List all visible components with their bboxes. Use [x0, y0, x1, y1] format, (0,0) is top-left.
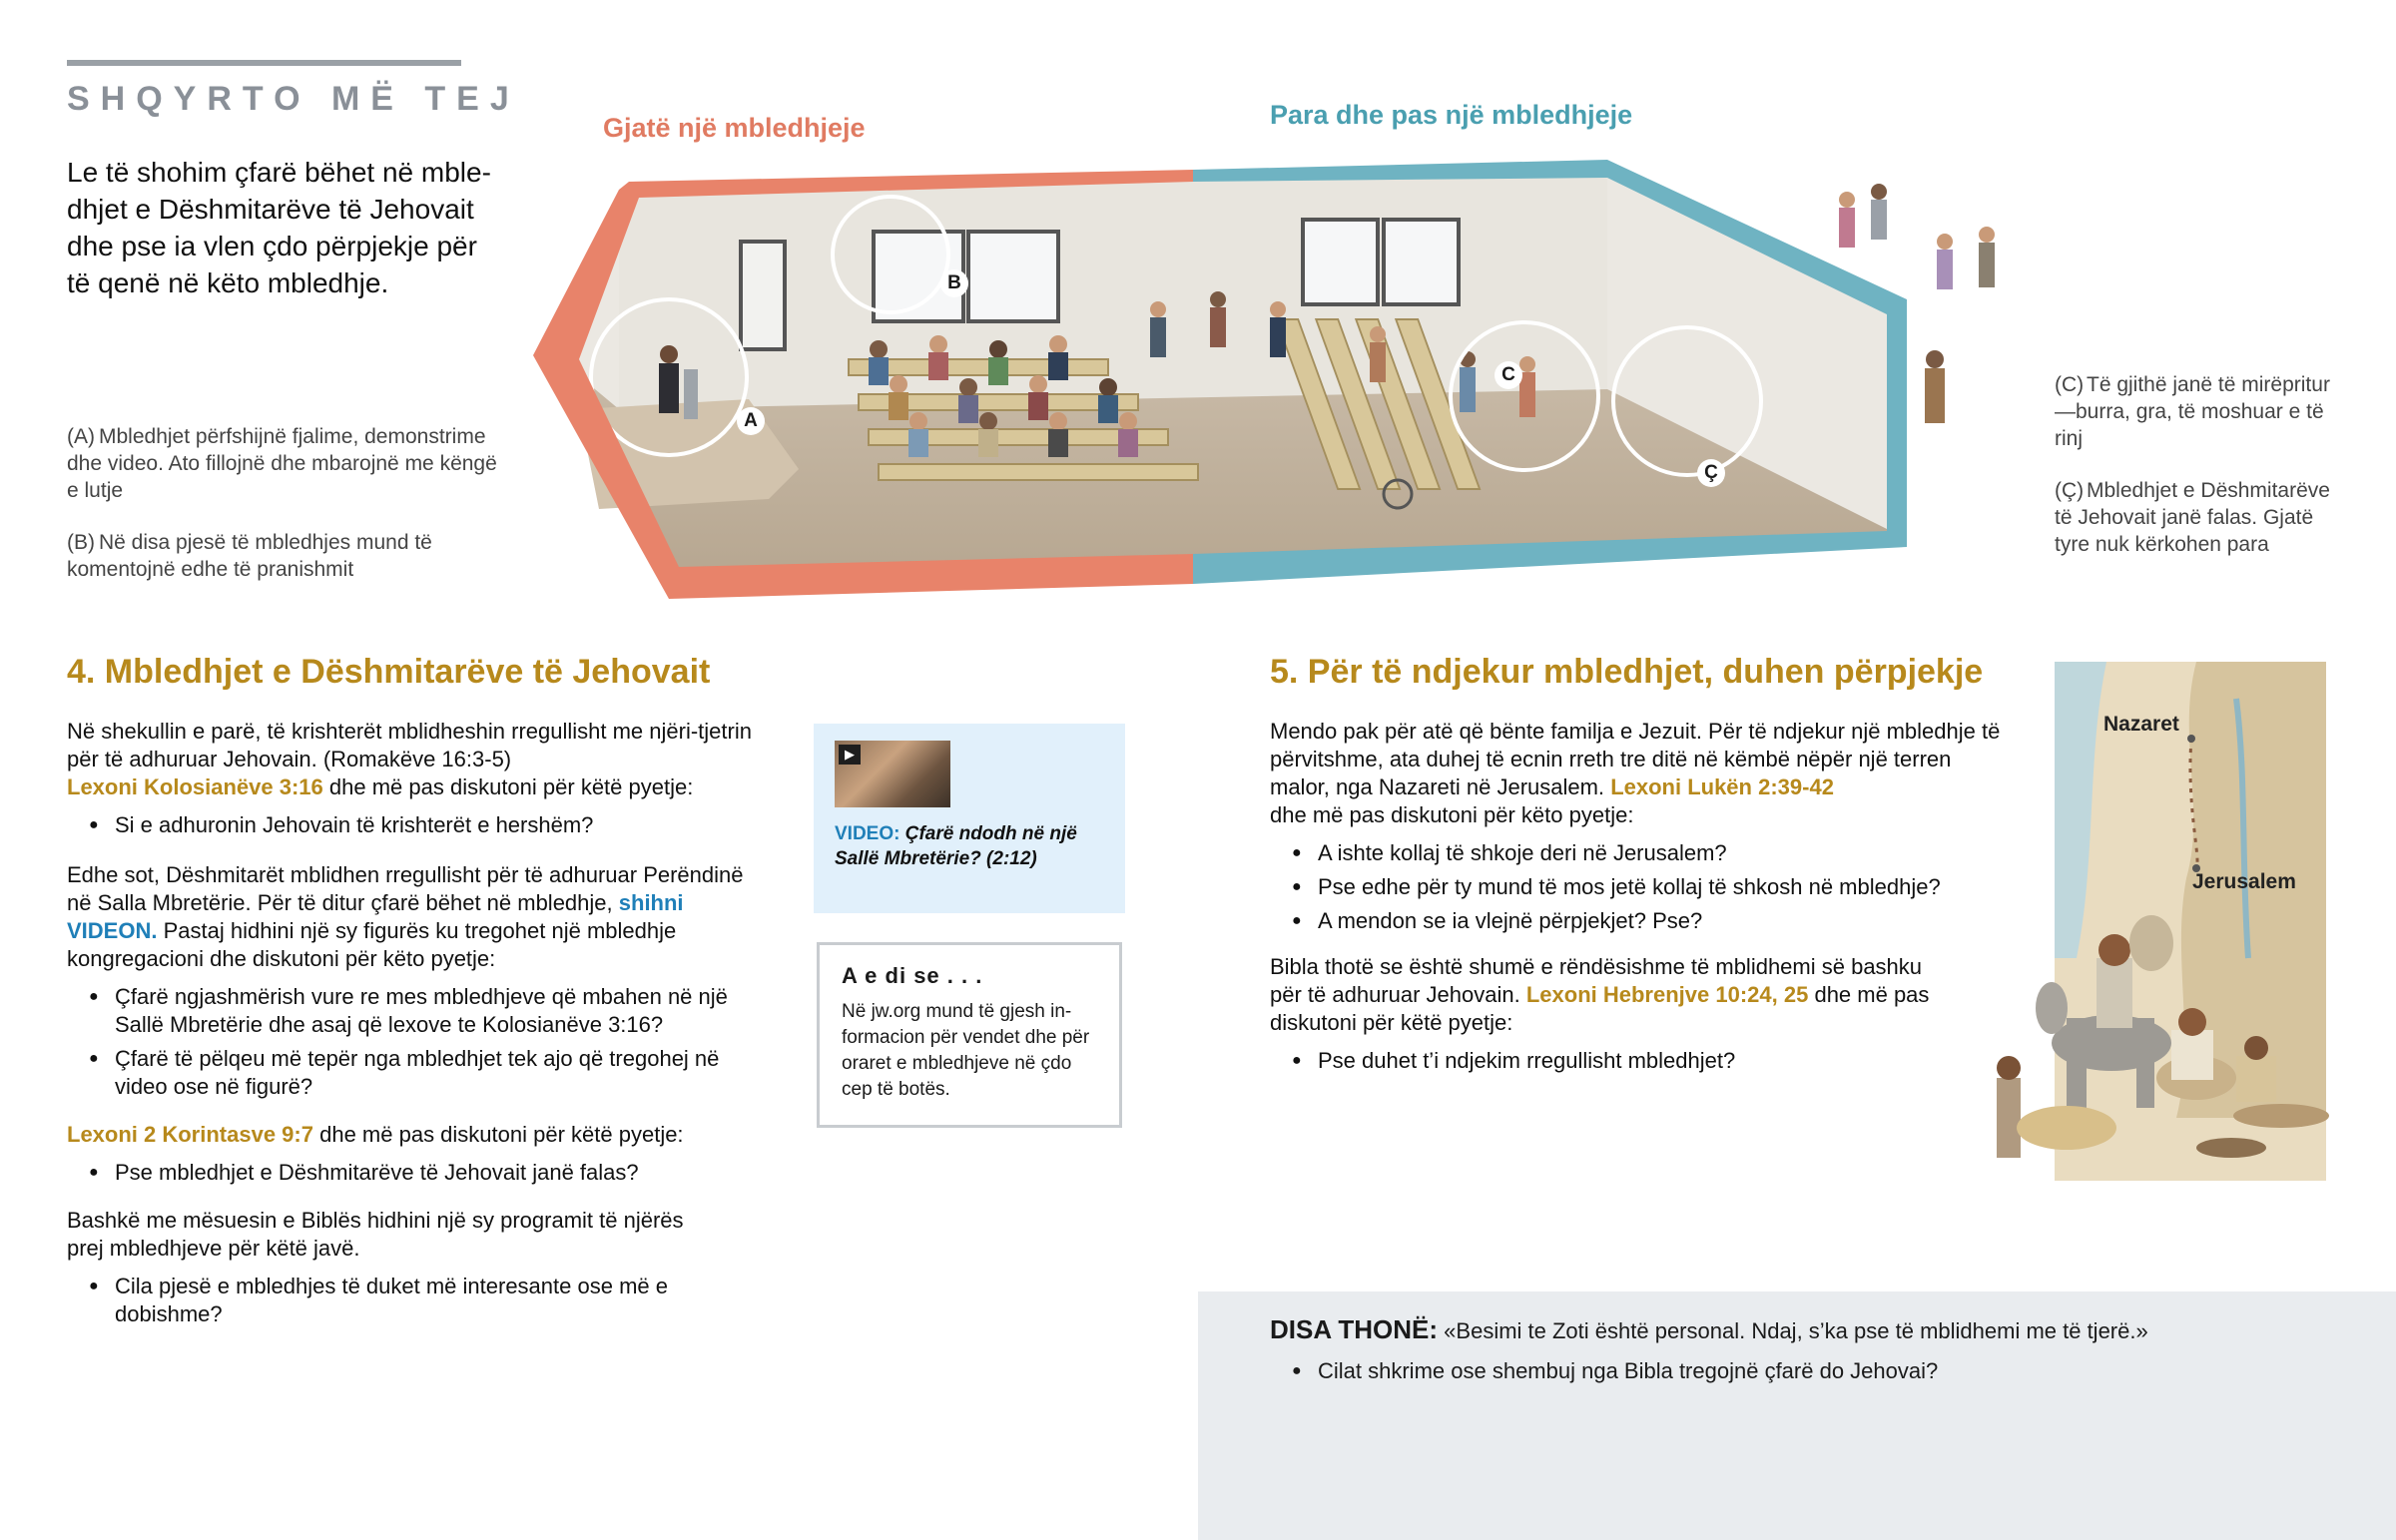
door: [741, 242, 785, 349]
did-you-know-text: Në jw.org mund të gjesh informacion për vendet dhe për oraret e mbledhjeve në çdo cep të botës.: [842, 1001, 1090, 1100]
s5-p1: Mendo pak për atë që bënte familja e Jezuit. Për të ndjekur një mbledhje të përvitshme, ata duhej të ecnin rreth tre ditë në këmbë nëpër një terren malor, nga Nazareti në Jerusalem.: [1270, 719, 2001, 799]
kingdom-hall-illustration: [519, 160, 2037, 609]
caption-cc-label: (Ç): [2055, 479, 2085, 502]
video-caption[interactable]: [835, 821, 1104, 871]
some-say-label: DISA THONË:: [1270, 1314, 1439, 1344]
section-5-title: 5. Për të ndjekur mbledhjet, duhen përpjekje: [1270, 653, 1984, 691]
marker-a: A: [737, 407, 765, 435]
s4-p1-read-link[interactable]: Lexoni Kolosianëve 3:16: [67, 774, 323, 799]
map-illustration: [1937, 659, 2376, 1238]
video-label: VIDEO:: [835, 823, 900, 844]
caption-a-label: (A): [67, 425, 95, 448]
did-you-know-title: A e di se . . .: [842, 963, 983, 988]
section-4-body: [67, 718, 766, 1334]
play-icon[interactable]: ▶: [839, 745, 861, 765]
s4-p3-read-link[interactable]: Lexoni 2 Korintasve 9:7: [67, 1122, 313, 1147]
label-before-after-meeting: Para dhe pas një mbledhjeje: [1270, 100, 1633, 130]
marker-c: C: [1495, 361, 1522, 389]
s4-question-5: ● Cila pjesë e mbledhjes të duket më interesante ose më e dobishme?: [115, 1273, 714, 1328]
caption-cc-text: Mbledhjet e Dëshmitarëve të Jehovait janë falas. Gjatë tyre nuk kërkohen para: [2055, 479, 2330, 556]
s4-video-link[interactable]: shihni VIDEON.: [67, 890, 684, 943]
s4-p2a: Edhe sot, Dëshmitarët mblidhen rregullisht për të adhuruar Perëndinë në Salla Mbretërie. Për të ditur çfarë bëhet në mbledhje,: [67, 862, 744, 915]
s4-p3-after: dhe më pas diskutoni për këtë pyetje:: [319, 1122, 684, 1147]
did-you-know-box: [817, 942, 1122, 1128]
caption-c: [2055, 371, 2344, 452]
s4-p4: Bashkë me mësuesin e Biblës hidhini një sy programit të njërës prej mbledhjeve për këtë javë.: [67, 1208, 684, 1261]
section-title: SHQYRTO MË TEJ: [67, 80, 520, 118]
s5-p2-read-link[interactable]: Lexoni Hebrenjve 10:24, 25: [1525, 982, 1809, 1007]
label-during-meeting: Gjatë një mbledhjeje: [603, 113, 866, 143]
caption-cc: [2055, 477, 2344, 558]
s4-question-1: ● Si e adhuronin Jehovain të krishterët e hershëm?: [115, 811, 766, 839]
marker-cc: Ç: [1697, 459, 1725, 487]
caption-a: [67, 423, 506, 504]
caption-a-text: Mbledhjet përfshijnë fjalime, demonstrime dhe video. Ato fillojnë dhe mbarojnë me këngë e lutje: [67, 425, 497, 502]
some-say-quote: «Besimi te Zoti është personal. Ndaj, s’ka pse të mblidhemi me të tjerë.»: [1444, 1318, 2148, 1343]
s5-question-1: ● A ishte kollaj të shkoje deri në Jerusalem?: [1318, 839, 2009, 867]
map-label-nazaret: Nazaret: [2103, 713, 2179, 736]
some-say-content: [1270, 1315, 2348, 1391]
section-5-body: [1270, 718, 2009, 1081]
caption-c-text: Të gjithë janë të mirëpritur—burra, gra, të moshuar e të rinj: [2055, 373, 2330, 450]
s5-p1-after: dhe më pas diskutoni për këto pyetje:: [1270, 802, 1634, 827]
s5-question-4: ● Pse duhet t’i ndjekim rregullisht mbledhjet?: [1318, 1047, 2009, 1075]
map-label-jerusalem: Jerusalem: [2192, 870, 2296, 893]
intro-text: Le të shohim çfarë bëhet në mbledhjet e Dëshmitarëve të Jehovait dhe pse ia vlen çdo përpjekje për të qenë në këto mbledhje.: [67, 157, 491, 298]
caption-b-text: Në disa pjesë të mbledhjes mund të komentojnë edhe të pranishmit: [67, 531, 432, 581]
s4-question-2: ● Çfarë ngjashmërish vure re mes mbledhjeve që mbahen në një Sallë Mbretërie dhe asaj që lexove te Kolosianëve 3:16?: [115, 983, 766, 1039]
s4-question-3: ● Çfarë të pëlqeu më tepër nga mbledhjet tek ajo që tregohej në video ose në figurë?: [115, 1045, 766, 1101]
some-say-question: ● Cilat shkrime ose shembuj nga Bibla tregojnë çfarë do Jehovai?: [1318, 1357, 2348, 1385]
s5-question-2: ● Pse edhe për ty mund të mos jetë kollaj të shkosh në mbledhje?: [1318, 873, 2009, 901]
section-4-title: 4. Mbledhjet e Dëshmitarëve të Jehovait: [67, 653, 711, 691]
nazareth-dot: [2187, 735, 2195, 743]
s4-question-4: ● Pse mbledhjet e Dëshmitarëve të Jehovait janë falas?: [115, 1159, 766, 1187]
marker-b: B: [940, 269, 968, 297]
s5-p2: Bibla thotë se është shumë e rëndësishme të mblidhemi së bashku për të adhuruar Jehovain.: [1270, 954, 1923, 1007]
caption-b-label: (B): [67, 531, 95, 554]
s4-p1: Në shekullin e parë, të krishterët mblidheshin rregullisht me njëri-tjetrin për të adhuruar Jehovain. (Romakëve 16:3-5): [67, 719, 752, 771]
window: [1303, 220, 1378, 304]
s5-p2-after: dhe më pas diskutoni për këtë pyetje:: [1270, 982, 1930, 1035]
window: [968, 232, 1058, 321]
s5-question-3: ● A mendon se ia vlejnë përpjekjet? Pse?: [1318, 907, 2009, 935]
s4-p2b: Pastaj hidhini një sy figurës ku tregohet një mbledhje kongregacioni dhe diskutoni për këto pyetje:: [67, 918, 677, 971]
section-rule: [67, 60, 461, 66]
window: [1384, 220, 1459, 304]
s4-p1-after: dhe më pas diskutoni për këtë pyetje:: [328, 774, 694, 799]
caption-c-label: (C): [2055, 373, 2085, 396]
s5-p1-read-link[interactable]: Lexoni Lukën 2:39-42: [1610, 774, 1834, 799]
video-title: Çfarë ndodh në një Sallë Mbretërie? (2:12): [835, 823, 1077, 869]
caption-b: [67, 529, 486, 583]
